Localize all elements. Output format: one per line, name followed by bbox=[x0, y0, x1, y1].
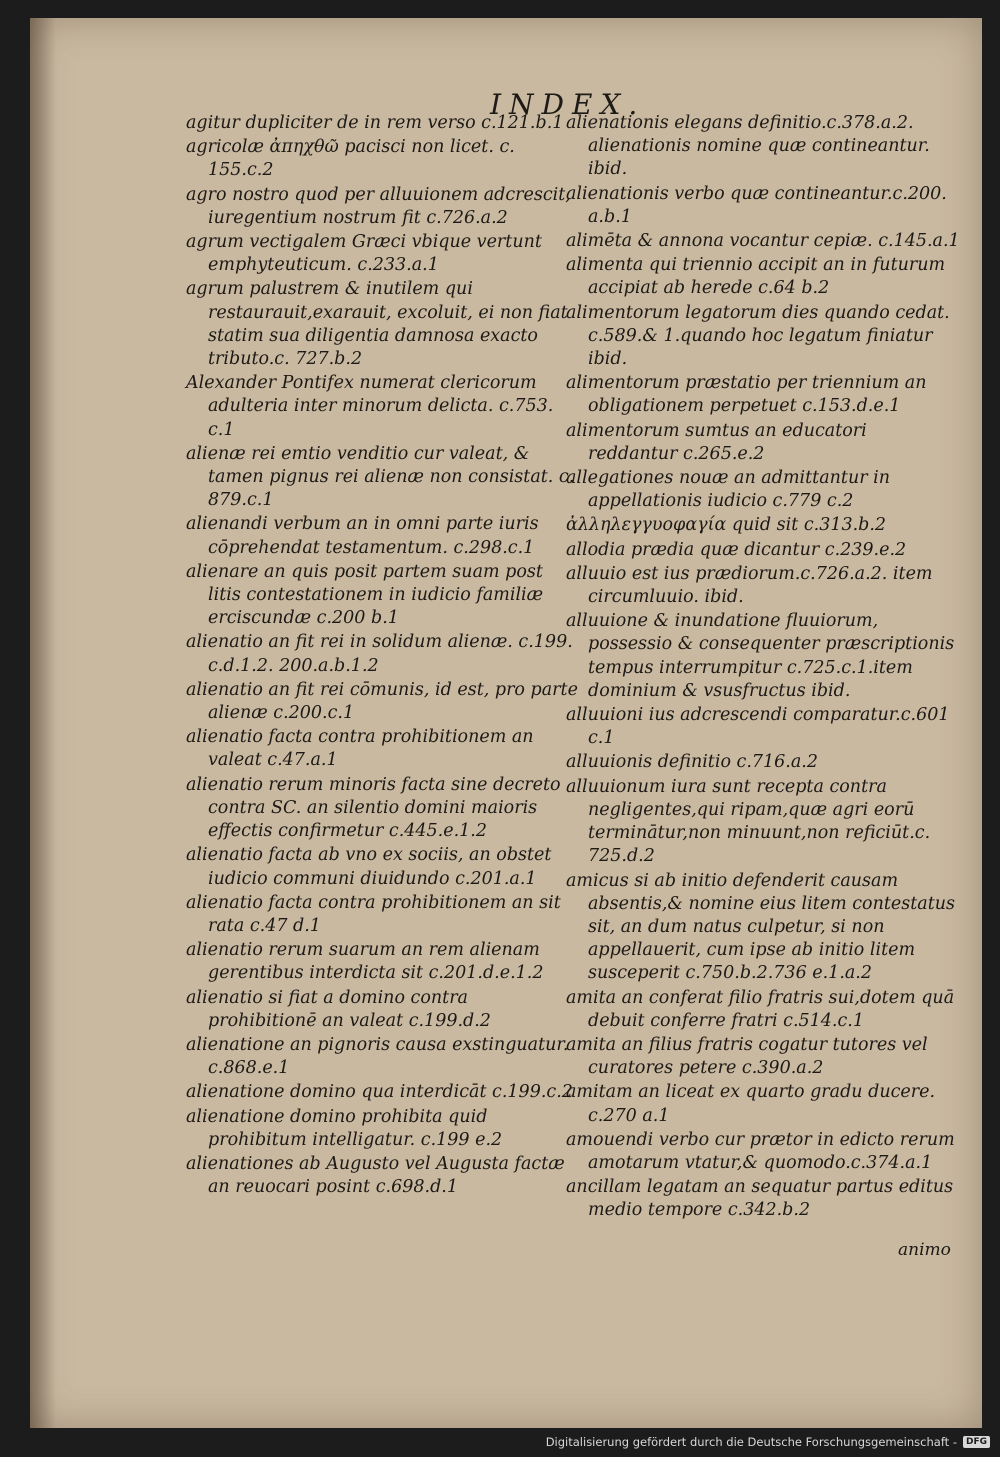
index-column-right bbox=[566, 112, 960, 1224]
index-entry: alienatio facta contra prohibitionem an sit rata c.47 d.1 bbox=[186, 892, 561, 936]
index-column-left bbox=[186, 112, 581, 1200]
digitization-footer bbox=[546, 1435, 990, 1449]
index-entry: alienatio rerum suarum an rem alienam gerentibus interdicta sit c.201.d.e.1.2 bbox=[186, 940, 544, 984]
index-entry: alienatione domino prohibita quid prohibitum intelligatur. c.199 e.2 bbox=[186, 1106, 503, 1150]
index-entry: amicus si ab initio defenderit causam absentis,& nomine eius litem contestatus sit, an dum natus culpetur, si non appellauerit, cum ipse ab initio litem susceperit c.750.b.2.736 e.1.a.2 bbox=[566, 870, 955, 984]
index-entry: alienæ rei emtio venditio cur valeat, & tamen pignus rei alienæ non consistat. c. 879.c.1 bbox=[186, 443, 575, 511]
index-entry: amita an filius fratris cogatur tutores vel curatores petere c.390.a.2 bbox=[566, 1034, 928, 1079]
index-entry: alienatione domino qua interdicāt c.199.c.2 bbox=[186, 1082, 573, 1103]
index-entry: alienatio an fit rei cōmunis, id est, pro parte alienæ c.200.c.1 bbox=[186, 679, 578, 724]
index-entry: alluuionis definitio c.716.a.2 bbox=[566, 752, 818, 773]
index-entry: alluuione & inundatione fluuiorum, possessio & consequenter præscriptionis tempus interrumpitur c.725.c.1.item dominium & vsusfructus ibid. bbox=[566, 611, 955, 701]
index-entry: ancillam legatam an sequatur partus editus medio tempore c.342.b.2 bbox=[566, 1177, 954, 1221]
index-entry: alluuionum iura sunt recepta contra negligentes,qui ripam,quæ agri eorū terminātur,non minuunt,non reficiūt.c. 725.d.2 bbox=[566, 776, 931, 867]
index-entry: alluuio est ius prædiorum.c.726.a.2. item circumluuio. ibid. bbox=[566, 563, 933, 608]
index-entry: alienatio rerum minoris facta sine decreto contra SC. an silentio domini maioris effectis confirmetur c.445.e.1.2 bbox=[186, 774, 561, 842]
index-entry: alimentorum sumtus an educatori reddantur c.265.e.2 bbox=[566, 420, 867, 464]
index-entry: alimenta qui triennio accipit an in futurum accipiat ab herede c.64 b.2 bbox=[566, 255, 946, 299]
index-entry: agro nostro quod per alluuionem adcrescit, iuregentium nostrum fit c.726.a.2 bbox=[186, 184, 571, 228]
index-entry: alienatione an pignoris causa exstinguatur. c.868.e.1 bbox=[186, 1034, 569, 1079]
index-entry: amitam an liceat ex quarto gradu ducere. c.270 a.1 bbox=[566, 1082, 936, 1126]
dfg-logo: DFG bbox=[963, 1436, 990, 1448]
catchword: animo bbox=[898, 1240, 951, 1260]
index-entry: alienatio si fiat a domino contra prohibitionē an valeat c.199.d.2 bbox=[186, 987, 491, 1031]
index-entry: ἀλληλεγγυοφαγία quid sit c.313.b.2 bbox=[566, 515, 887, 536]
index-entry: agrum vectigalem Græci vbique vertunt emphyteuticum. c.233.a.1 bbox=[186, 232, 542, 276]
index-entry: amouendi verbo cur prætor in edicto rerum amotarum vtatur,& quomodo.c.374.a.1 bbox=[566, 1129, 955, 1173]
footer-credit-text: Digitalisierung gefördert durch die Deutsche Forschungsgemeinschaft - bbox=[545, 1435, 957, 1449]
index-entry: alienatio an fit rei in solidum alienæ. c.199. c.d.1.2. 200.a.b.1.2 bbox=[186, 632, 573, 676]
index-entry: alimentorum legatorum dies quando cedat. c.589.& 1.quando hoc legatum finiatur ibid. bbox=[566, 302, 950, 370]
index-entry: allegationes nouæ an admittantur in appellationis iudicio c.779 c.2 bbox=[566, 468, 891, 512]
index-entry: alienationes ab Augusto vel Augusta factæ an reuocari posint c.698.d.1 bbox=[186, 1153, 565, 1198]
index-entry: allodia prædia quæ dicantur c.239.e.2 bbox=[566, 539, 907, 560]
index-entry: alienatio facta contra prohibitionem an valeat c.47.a.1 bbox=[186, 727, 534, 771]
index-entry: alluuioni ius adcrescendi comparatur.c.601 c.1 bbox=[566, 705, 950, 749]
index-entry: amita an conferat filio fratris sui,dotem quā debuit conferre fratri c.514.c.1 bbox=[566, 987, 955, 1031]
index-entry: alienare an quis posit partem suam post litis contestationem in iudicio familiæ erciscundæ c.200 b.1 bbox=[186, 561, 544, 629]
page-header: INDEX. bbox=[490, 88, 646, 121]
index-entry: alimēta & annona vocantur cepiæ. c.145.a.1 bbox=[566, 231, 960, 252]
index-entry: alienationis elegans definitio.c.378.a.2. alienationis nomine quæ contineantur. ibid. bbox=[566, 113, 930, 180]
index-entry: alienatio facta ab vno ex sociis, an obstet iudicio communi diuidundo c.201.a.1 bbox=[186, 845, 552, 889]
index-entry: alimentorum præstatio per triennium an obligationem perpetuet c.153.d.e.1 bbox=[566, 373, 927, 417]
index-entry: agricolæ ἀπηχθῶ pacisci non licet. c. 155.c.2 bbox=[186, 137, 515, 181]
index-entry: alienationis verbo quæ contineantur.c.200. a.b.1 bbox=[566, 183, 947, 227]
index-entry: agrum palustrem & inutilem qui restaurauit,exarauit, excoluit, ei non fiat statim sua diligentia damnosa exacto tributo.c. 727.b.2 bbox=[186, 279, 568, 370]
index-entry: agitur dupliciter de in rem verso c.121.b.1 bbox=[186, 113, 564, 133]
index-entry: alienandi verbum an in omni parte iuris cōprehendat testamentum. c.298.c.1 bbox=[186, 514, 539, 558]
index-entry: Alexander Pontifex numerat clericorum adulteria inter minorum delicta. c.753. c.1 bbox=[186, 373, 554, 440]
